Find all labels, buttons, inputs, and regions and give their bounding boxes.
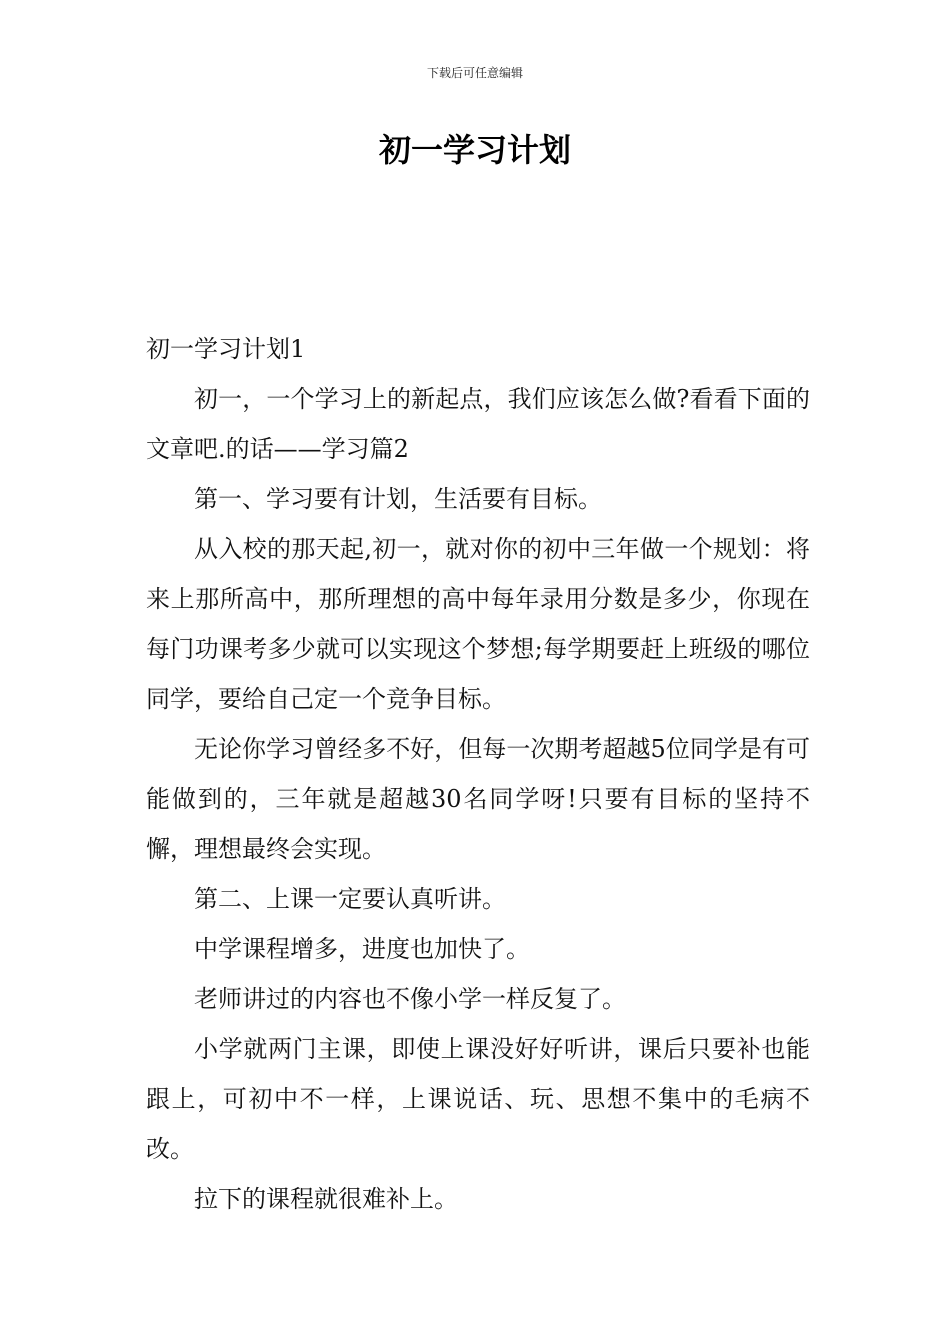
section-heading: 初一学习计划1 xyxy=(146,335,306,363)
paragraph: 老师讲过的内容也不像小学一样反复了。 xyxy=(194,985,626,1013)
document-body xyxy=(146,324,810,1224)
paragraph: 初一，一个学习上的新起点，我们应该怎么做?看看下面的文章吧.的话——学习篇2 xyxy=(146,385,810,463)
paragraph: 无论你学习曾经多不好，但每一次期考超越5位同学是有可能做到的，三年就是超越30名同学呀!只要有目标的坚持不懈，理想最终会实现。 xyxy=(146,735,810,863)
paragraph: 拉下的课程就很难补上。 xyxy=(194,1185,458,1213)
paragraph: 从入校的那天起,初一，就对你的初中三年做一个规划：将来上那所高中，那所理想的高中每年录用分数是多少，你现在每门功课考多少就可以实现这个梦想;每学期要赶上班级的哪位同学，要给自己定一个竞争目标。 xyxy=(146,535,810,713)
paragraph: 第二、上课一定要认真听讲。 xyxy=(194,885,506,913)
paragraph: 小学就两门主课，即使上课没好好听讲，课后只要补也能跟上，可初中不一样，上课说话、玩、思想不集中的毛病不改。 xyxy=(146,1035,810,1163)
paragraph: 中学课程增多，进度也加快了。 xyxy=(194,935,530,963)
header-note: 下载后可任意编辑 xyxy=(426,66,523,80)
document-title: 初一学习计划 xyxy=(378,131,571,169)
paragraph: 第一、学习要有计划，生活要有目标。 xyxy=(194,485,602,513)
